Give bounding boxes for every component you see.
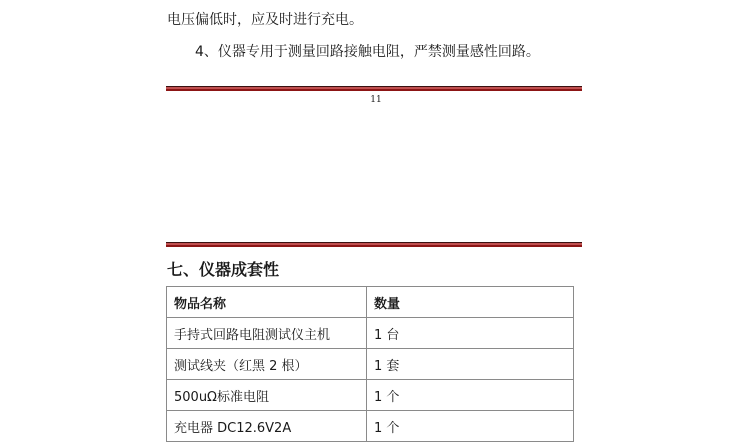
quantity-cell: 1 套 — [367, 349, 574, 380]
quantity-cell: 1 台 — [367, 318, 574, 349]
table-row — [167, 411, 574, 442]
column-header-item-name: 物品名称 — [167, 287, 367, 318]
table-row — [167, 318, 574, 349]
page-number: 11 — [370, 95, 382, 105]
footer-divider — [166, 86, 582, 91]
column-header-quantity: 数量 — [367, 287, 574, 318]
item-name-cell: 500uΩ标准电阻 — [167, 380, 367, 411]
item-name-cell: 手持式回路电阻测试仪主机 — [167, 318, 367, 349]
table-row — [167, 380, 574, 411]
body-text-line-1: 电压偏低时，应及时进行充电。 — [167, 12, 363, 28]
item-name-cell: 测试线夹（红黑 2 根） — [167, 349, 367, 380]
header-divider — [166, 242, 582, 247]
item-name-cell: 充电器 DC12.6V2A — [167, 411, 367, 442]
section-heading: 七、仪器成套性 — [167, 260, 280, 279]
table-header-row — [167, 287, 574, 318]
quantity-cell: 1 个 — [367, 380, 574, 411]
accessories-table — [166, 286, 574, 442]
body-text-line-2: 4、仪器专用于测量回路接触电阻，严禁测量感性回路。 — [195, 44, 540, 60]
quantity-cell: 1 个 — [367, 411, 574, 442]
table-row — [167, 349, 574, 380]
